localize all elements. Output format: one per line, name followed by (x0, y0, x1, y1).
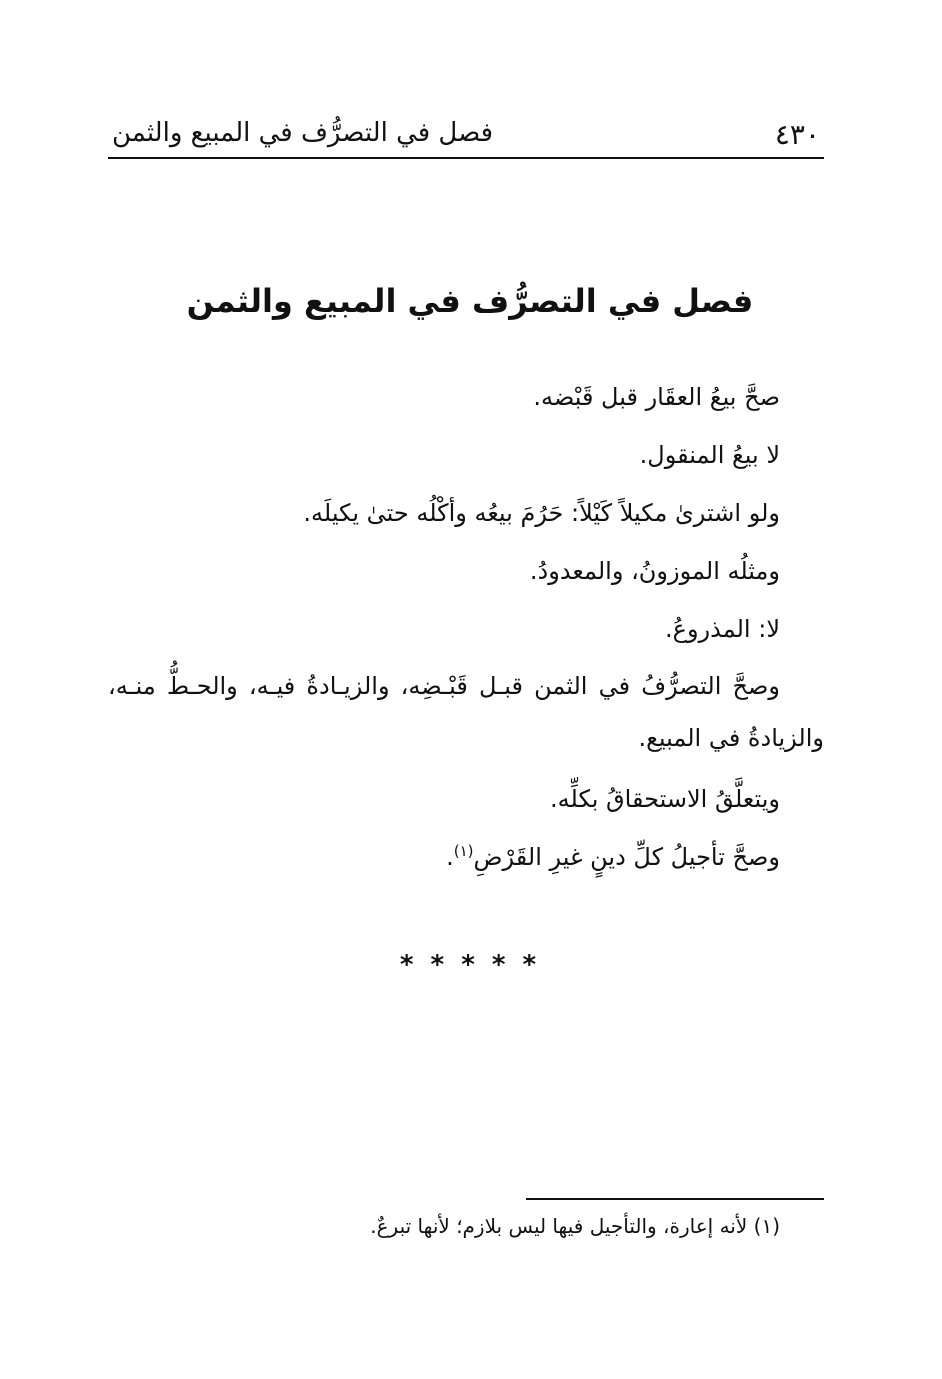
paragraph: ويتعلَّقُ الاستحقاقُ بكلِّه. (550, 785, 780, 813)
footnote-reference[interactable]: (١) (453, 842, 474, 860)
body-text (100, 368, 824, 886)
paragraph: صحَّ بيعُ العقَار قبل قَبْضه. (533, 383, 780, 411)
paragraph-wrapped (108, 658, 824, 770)
paragraph-text: وصحَّ تأجيلُ كلِّ دينٍ غيرِ القَرْضِ (473, 843, 780, 871)
running-header (108, 110, 824, 160)
footnote: (١) لأنه إعارة، والتأجيل فيها ليس بلازم؛ لأنها تبرعٌ. (370, 1214, 780, 1238)
page-number: ٤٣٠ (774, 118, 820, 151)
paragraph-text: وصحَّ التصرُّفُ في الثمن قبـل قَبْـضِه، والزيـادةُ فيـه، والحـطُّ منـه، والزيادةُ في المبيع. (108, 672, 824, 752)
sentence-period: . (446, 843, 454, 871)
section-separator: * * * * * (399, 950, 541, 980)
running-title: فصل في التصرُّف في المبيع والثمن (112, 118, 494, 148)
paragraph: ولو اشترىٰ مكيلاً كَيْلاً: حَرُمَ بيعُه وأكْلُه حتىٰ يكيلَه. (303, 499, 780, 527)
section-heading: فصل في التصرُّف في المبيع والثمن (186, 282, 754, 320)
header-rule (108, 157, 824, 159)
paragraph: لا بيعُ المنقول. (639, 441, 780, 469)
paragraph: لا: المذروعُ. (665, 615, 780, 643)
paragraph: ومثلُه الموزونُ، والمعدودُ. (529, 557, 780, 585)
paragraph-with-footnote (100, 828, 780, 886)
footnote-rule (526, 1198, 824, 1200)
